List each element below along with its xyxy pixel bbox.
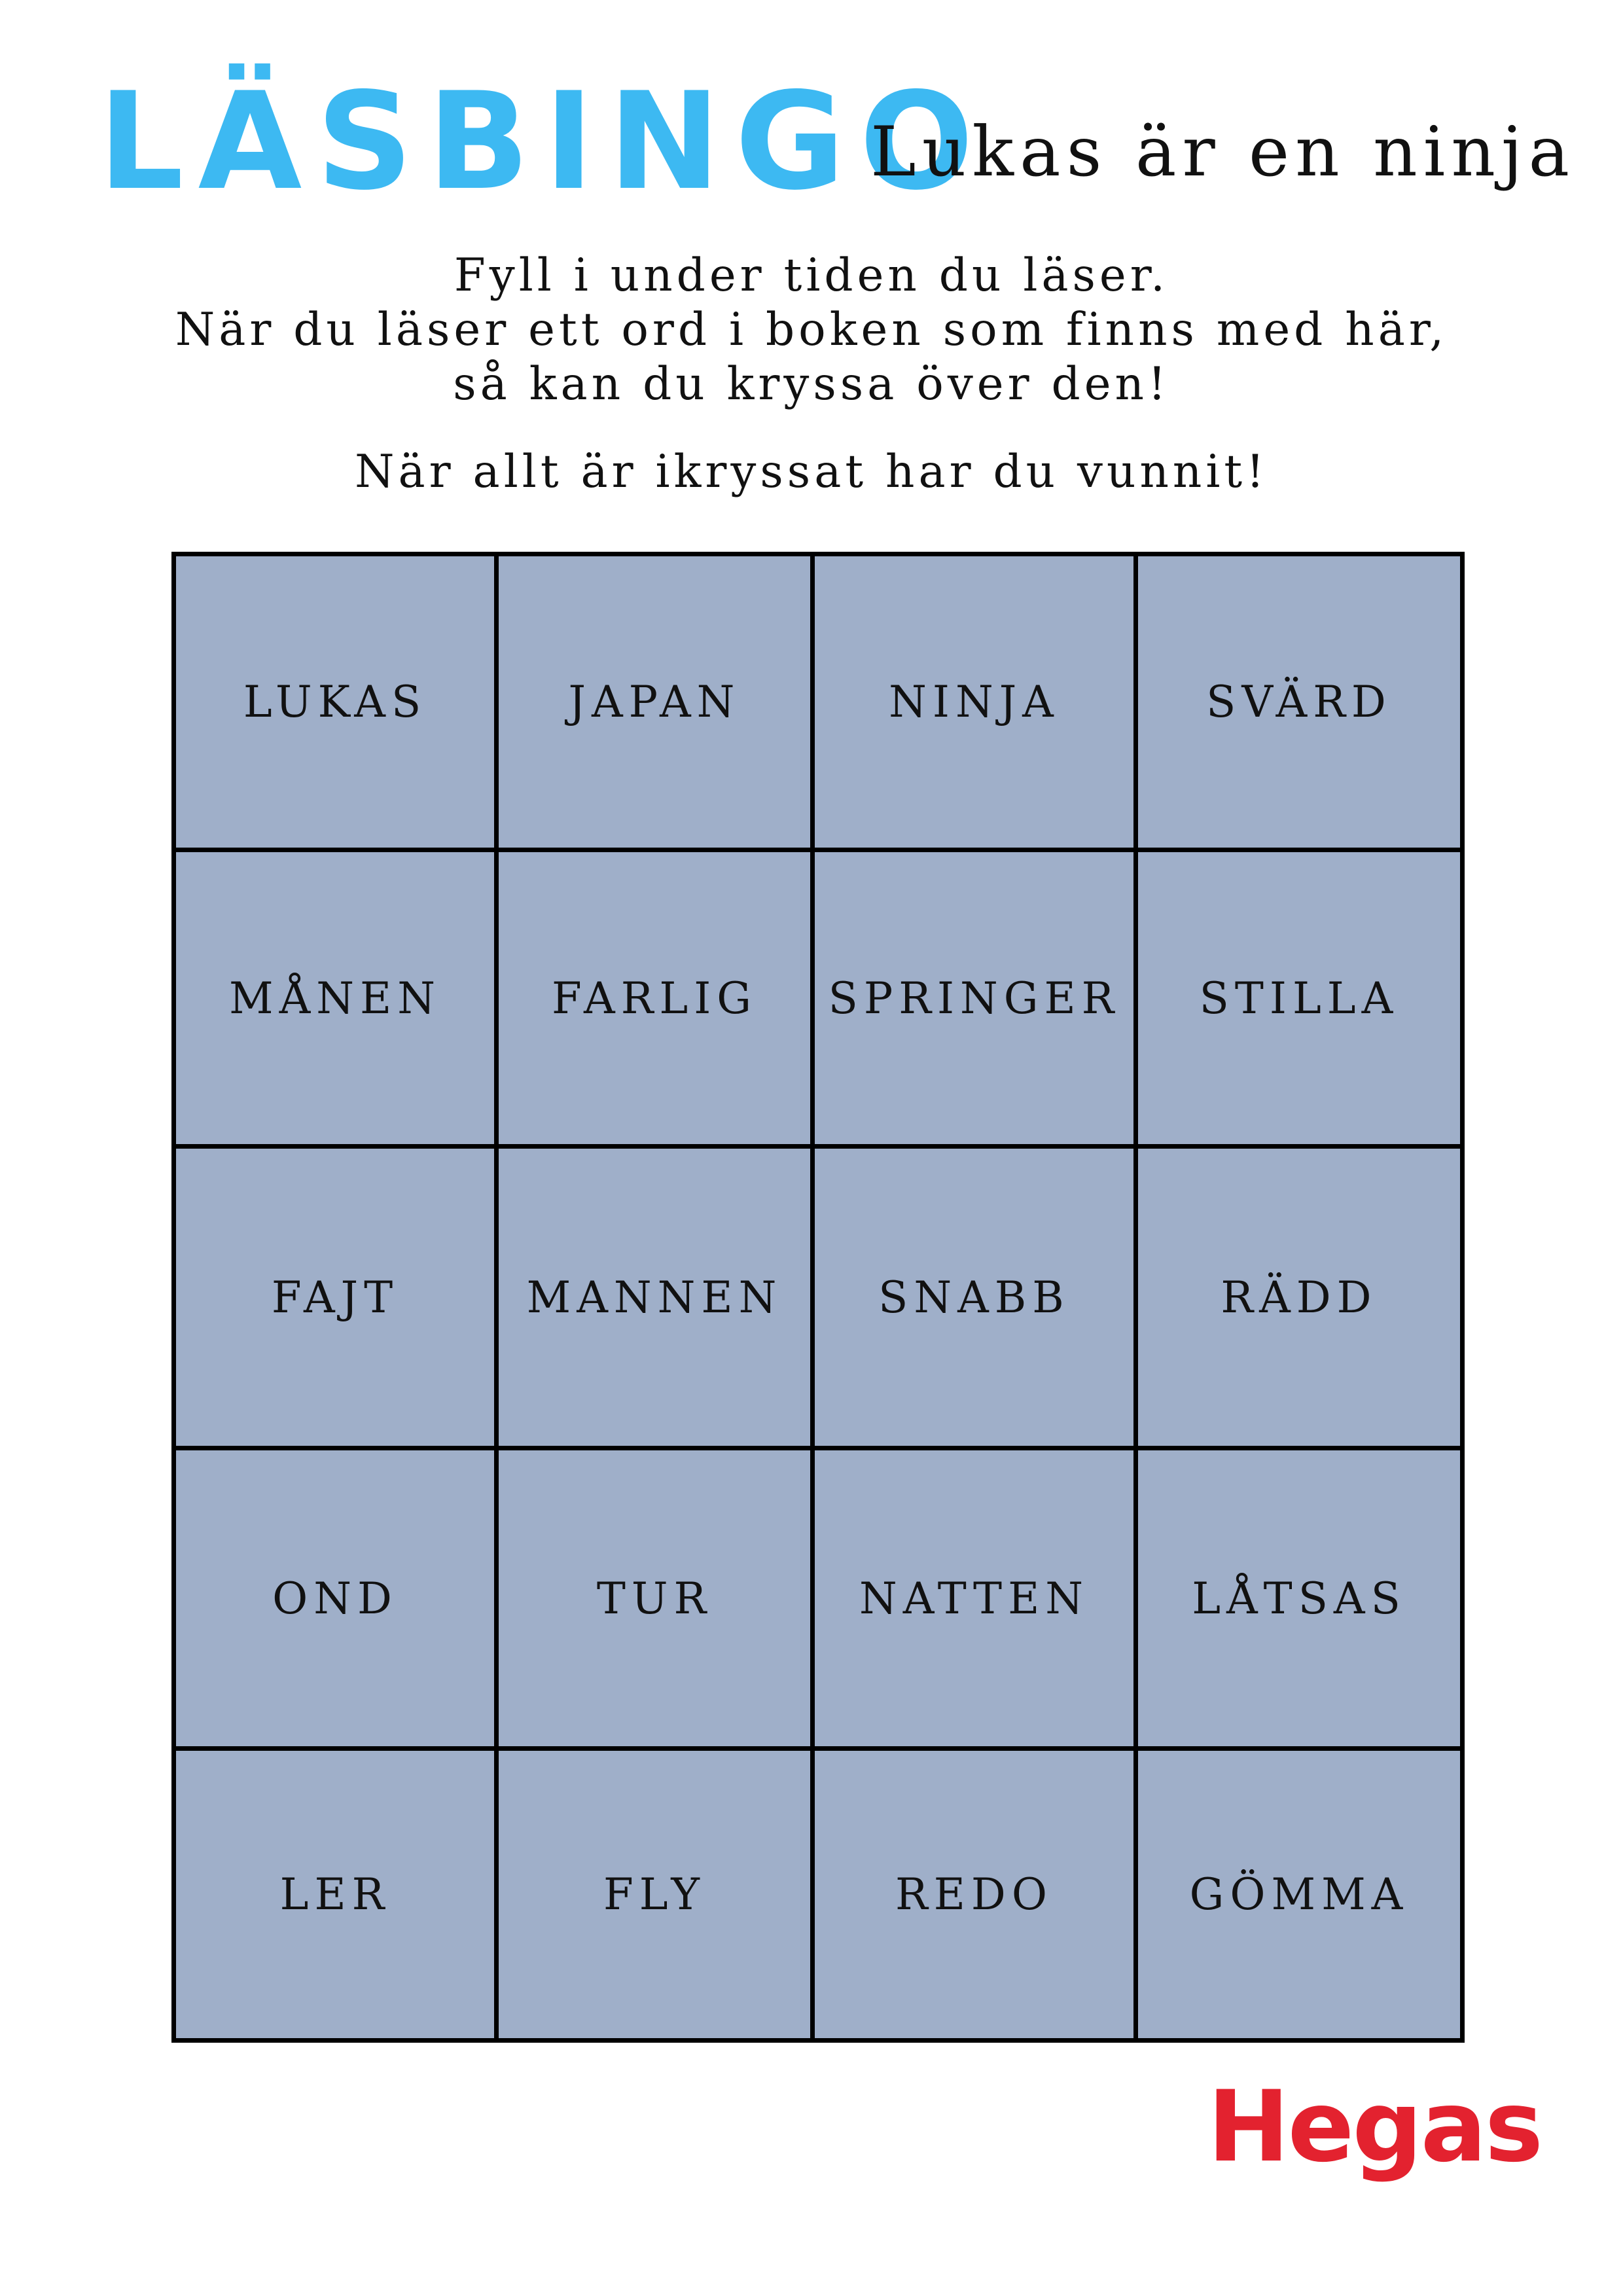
instruction-line: Fyll i under tiden du läser. xyxy=(454,249,1169,302)
bingo-cell[interactable]: LER xyxy=(176,1751,499,2038)
bingo-cell[interactable]: STILLA xyxy=(1138,852,1460,1149)
bingo-cell[interactable]: LÅTSAS xyxy=(1138,1450,1460,1751)
instruction-line: så kan du kryssa över den! xyxy=(453,358,1170,410)
bingo-cell[interactable]: SPRINGER xyxy=(815,852,1138,1149)
bingo-cell[interactable]: OND xyxy=(176,1450,499,1751)
bingo-cell[interactable]: FARLIG xyxy=(499,852,815,1149)
bingo-cell[interactable]: RÄDD xyxy=(1138,1149,1460,1450)
bingo-cell[interactable]: MANNEN xyxy=(499,1149,815,1450)
bingo-cell[interactable]: GÖMMA xyxy=(1189,1869,1409,1920)
bingo-cell[interactable]: JAPAN xyxy=(499,556,815,852)
instruction-line: När du läser ett ord i boken som finns med här, xyxy=(175,304,1448,356)
bingo-board xyxy=(171,552,1465,2043)
bingo-cell[interactable]: SNABB xyxy=(815,1149,1138,1450)
book-title: Lukas är en ninja xyxy=(870,112,1576,192)
bingo-cell[interactable]: NINJA xyxy=(815,556,1138,852)
bingo-cell[interactable]: LUKAS xyxy=(176,556,499,852)
page-title: LÄSBINGO xyxy=(98,64,988,220)
instructions xyxy=(0,249,1623,412)
bingo-cell[interactable]: MÅNEN xyxy=(176,852,499,1149)
bingo-cell[interactable]: REDO xyxy=(815,1751,1138,2038)
win-instruction: När allt är ikryssat har du vunnit! xyxy=(355,446,1268,498)
bingo-cell[interactable]: FLY xyxy=(499,1751,815,2038)
bingo-cell[interactable]: TUR xyxy=(499,1450,815,1751)
publisher-logo: Hegas xyxy=(1207,2070,1542,2184)
bingo-cell[interactable]: SVÄRD xyxy=(1138,556,1460,852)
bingo-cell[interactable]: FAJT xyxy=(176,1149,499,1450)
bingo-cell[interactable]: NATTEN xyxy=(815,1450,1138,1751)
